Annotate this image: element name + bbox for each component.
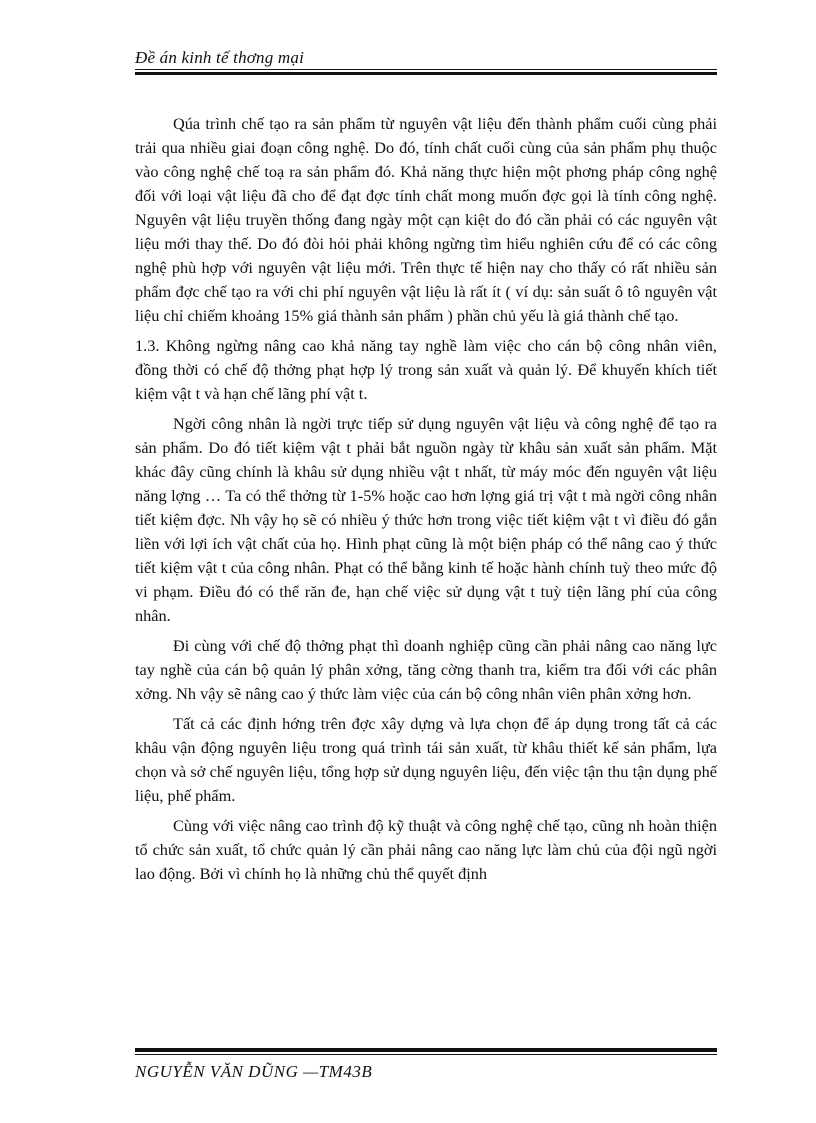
paragraph-reward-penalty: Đi cùng với chế độ thởng phạt thì doanh nghiệp cũng cần phải nâng cao năng lực tay nghề của cán bộ quản lý phân xởng, tăng cờng thanh tra, kiểm tra đối với các phân xởng. Nh vậy sẽ nâng cao ý thức làm việc của cán bộ công nhân viên phân xởng hơn.	[135, 636, 717, 703]
header-rule	[135, 69, 717, 70]
footer-rule-thick	[135, 1048, 717, 1052]
paragraph-manufacturing-process: Qúa trình chế tạo ra sản phẩm từ nguyên vật liệu đến thành phẩm cuối cùng phải trải qua nhiều giai đoạn công nghệ. Do đó, tính chất cuối cùng của sản phẩm phụ thuộc vào công nghệ chế toạ ra sản phẩm đó. Khả năng thực hiện một phơng pháp công nghệ đối với loại vật liệu đã cho để đạt đợc tính chất mong muốn đợc gọi là tính công nghệ. Nguyên vật liệu truyền thống đang ngày một cạn kiệt do đó cần phải có các nguyên vật liệu mới thay thế. Do đó đòi hỏi phải không ngừng tìm hiểu nghiên cứu để có các công nghệ phù hợp với nguyên vật liệu mới. Trên thực tế hiện nay cho thấy có rất nhiều sản phẩm đợc chế tạo ra với chi phí nguyên vật liệu là rất ít ( ví dụ: sản suất ô tô nguyên vật liệu chỉ chiếm khoảng 15% giá thành sản phẩm ) phần chủ yếu là giá thành chế tạo.	[135, 114, 717, 325]
section-heading-1-3: 1.3. Không ngừng nâng cao khả năng tay nghề làm việc cho cán bộ công nhân viên, đồng thời có chế độ thởng phạt hợp lý trong sản xuất và quản lý. Để khuyến khích tiết kiệm vật t và hạn chế lãng phí vật t.	[135, 336, 717, 403]
footer-author: NGUYỄN VĂN DŨNG —TM43B	[135, 1062, 373, 1081]
page-header	[135, 48, 717, 75]
paragraph-orientations: Tất cả các định hớng trên đợc xây dựng và lựa chọn để áp dụng trong tất cả các khâu vận động nguyên liệu trong quá trình tái sản xuất, từ khâu thiết kế sản phẩm, lựa chọn và sở chế nguyên liệu, tổng hợp sử dụng nguyên liệu, đến việc tận thu tận dụng phế liệu, phế phẩm.	[135, 714, 717, 805]
footer-rule	[135, 1054, 717, 1055]
paragraph-workers: Ngời công nhân là ngời trực tiếp sử dụng nguyên vật liệu và công nghệ để tạo ra sản phẩm. Do đó tiết kiệm vật t phải bắt nguồn ngày từ khâu sản xuất sản phẩm. Mặt khác đây cũng chính là khâu sử dụng nhiều vật t nhất, từ máy móc đến nguyên vật liệu năng lợng … Ta có thể thởng từ 1-5% hoặc cao hơn lợng giá trị vật t mà ngời công nhân tiết kiệm đợc. Nh vậy họ sẽ có nhiều ý thức hơn trong việc tiết kiệm vật t vì điều đó gắn liền với lợi ích vật chất của họ. Hình phạt cũng là một biện pháp có thể nâng cao ý thức tiết kiệm vật t của công nhân. Phạt có thể bằng kinh tế hoặc hành chính tuỳ theo mức độ vi phạm. Điều đó có thể răn đe, hạn chế việc sử dụng vật t tuỳ tiện lãng phí của công nhân.	[135, 414, 717, 625]
header-title: Đề án kinh tế thơng mại	[135, 48, 305, 67]
paragraph-technical-level: Cùng với việc nâng cao trình độ kỹ thuật và công nghệ chế tạo, cũng nh hoàn thiện tổ chức sản xuất, tổ chức quản lý cần phải nâng cao năng lực làm chủ của đội ngũ ngời lao động. Bởi vì chính họ là những chủ thể quyết định	[135, 816, 717, 883]
page-footer	[135, 1048, 717, 1082]
document-body	[135, 112, 717, 892]
header-rule-thick	[135, 72, 717, 75]
